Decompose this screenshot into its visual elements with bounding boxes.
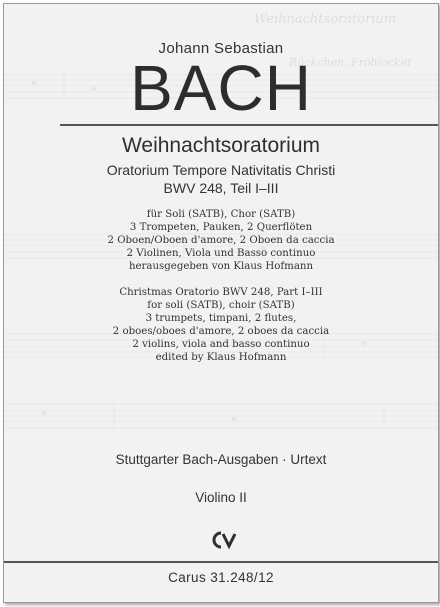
german-line: 2 Violinen, Viola und Basso continuo [126, 248, 316, 259]
edition-series: Stuttgarter Bach-Ausgaben · Urtext [115, 452, 327, 467]
work-title: Weihnachtsoratorium [121, 134, 321, 157]
german-line: 3 Trompeten, Pauken, 2 Querflöten [129, 222, 313, 233]
german-line: herausgegeben von Klaus Hofmann [128, 261, 314, 272]
english-line: edited by Klaus Hofmann [155, 352, 287, 363]
watermark-lyric: Rückchen, Fröhlocket [289, 56, 412, 69]
score-cover-page [3, 3, 439, 603]
english-line: Christmas Oratorio BWV 248, Part I–III [119, 287, 323, 298]
bottom-divider [4, 561, 438, 563]
work-number: BWV 248, Teil I–III [163, 180, 279, 196]
german-line: für Soli (SATB), Chor (SATB) [146, 209, 296, 220]
watermark-title: Weihnachtsoratorium [254, 12, 397, 27]
carus-logo-icon [210, 530, 238, 550]
english-line: for soli (SATB), choir (SATB) [147, 300, 295, 311]
german-scoring-block [4, 208, 438, 273]
composer-first-name: Johann Sebastian [158, 40, 284, 57]
work-subtitle: Oratorium Tempore Nativitatis Christi [106, 162, 336, 178]
catalog-number: Carus 31.248/12 [168, 570, 274, 585]
english-line: 3 trumpets, timpani, 2 flutes, [145, 313, 297, 324]
instrument-part: Violino II [195, 490, 247, 505]
english-line: 2 oboes/oboes d'amore, 2 oboes da caccia [112, 326, 330, 337]
english-line: 2 violins, viola and basso continuo [132, 339, 310, 350]
top-divider [60, 124, 438, 126]
german-line: 2 Oboen/Oboen d'amore, 2 Oboen da caccia [107, 235, 335, 246]
english-scoring-block [4, 286, 438, 364]
composer-last-name: BACH [130, 52, 312, 124]
